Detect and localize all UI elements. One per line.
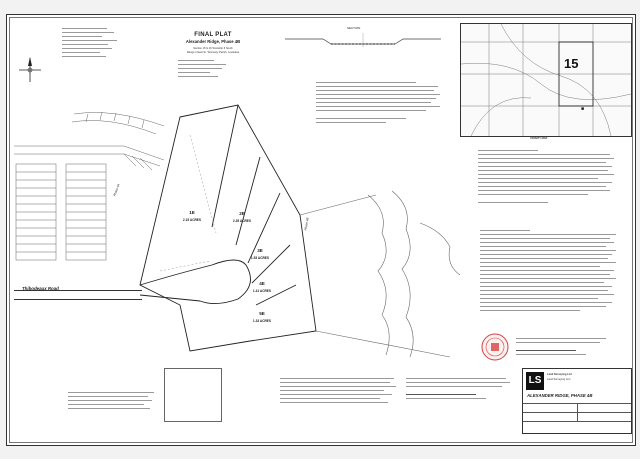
- main-plat-drawing: [120, 95, 500, 375]
- section-detail-drawing: [283, 31, 443, 49]
- legend-box: [164, 368, 222, 422]
- site-marker-icon: ■: [581, 106, 585, 112]
- project-title: ALEXANDER RIDGE, PHASE 4B: [527, 393, 593, 398]
- vicinity-section-number: 15: [564, 56, 579, 71]
- road-name: Thibodeaux Road: [22, 286, 59, 291]
- subdivision-name: Alexander Ridge, Phase 4B: [185, 39, 241, 44]
- location-line-1: Section 15 & 16 Township 6 South: [193, 47, 233, 50]
- lot-1e-acres: 2.15 ACRES: [182, 218, 202, 222]
- plat-heading: FINAL PLAT: [194, 32, 232, 38]
- signature-lines: [516, 336, 616, 366]
- firm-logo: LS: [526, 372, 544, 390]
- certification-block: [30, 25, 148, 65]
- section-detail-label: SECTION: [347, 26, 361, 30]
- lot-2e-acres: 2.35 ACRES: [232, 219, 252, 223]
- owner-info-lines: [178, 58, 238, 82]
- general-notes: [280, 376, 400, 424]
- vicinity-map-caption: VICINITY MAP: [530, 137, 548, 140]
- firm-subtitle: Land Surveying LLC: [547, 378, 571, 381]
- lot-4e-label: 4E: [259, 281, 265, 286]
- lot-3e-acres: 1.53 ACRES: [250, 256, 270, 260]
- lot-2e-label: 2E: [239, 211, 245, 216]
- title-block: [522, 368, 632, 434]
- phase-label-left: Phase 4A: [112, 183, 121, 197]
- phase-label-right: Phase 4B: [303, 217, 310, 231]
- north-arrow-icon: [17, 56, 43, 84]
- lot-5e-acres: 1.33 ACRES: [252, 319, 272, 323]
- approval-block: [406, 376, 516, 424]
- restrictions-text: [480, 228, 620, 328]
- lot-3e-label: 3E: [257, 248, 263, 253]
- lot-5e-label: 5E: [259, 311, 265, 316]
- surveyor-notes: [68, 390, 158, 424]
- engineer-seal: [480, 332, 510, 362]
- title-block-grid: [523, 403, 631, 433]
- lot-1e-label: 1E: [189, 210, 195, 215]
- plat-notes: [478, 148, 618, 216]
- location-line-2: Range 1 East St. Tammany Parish, Louisiana: [186, 51, 240, 54]
- lot-4e-acres: 1.41 ACRES: [252, 289, 272, 293]
- firm-name: Land Surveying LLC: [547, 373, 573, 376]
